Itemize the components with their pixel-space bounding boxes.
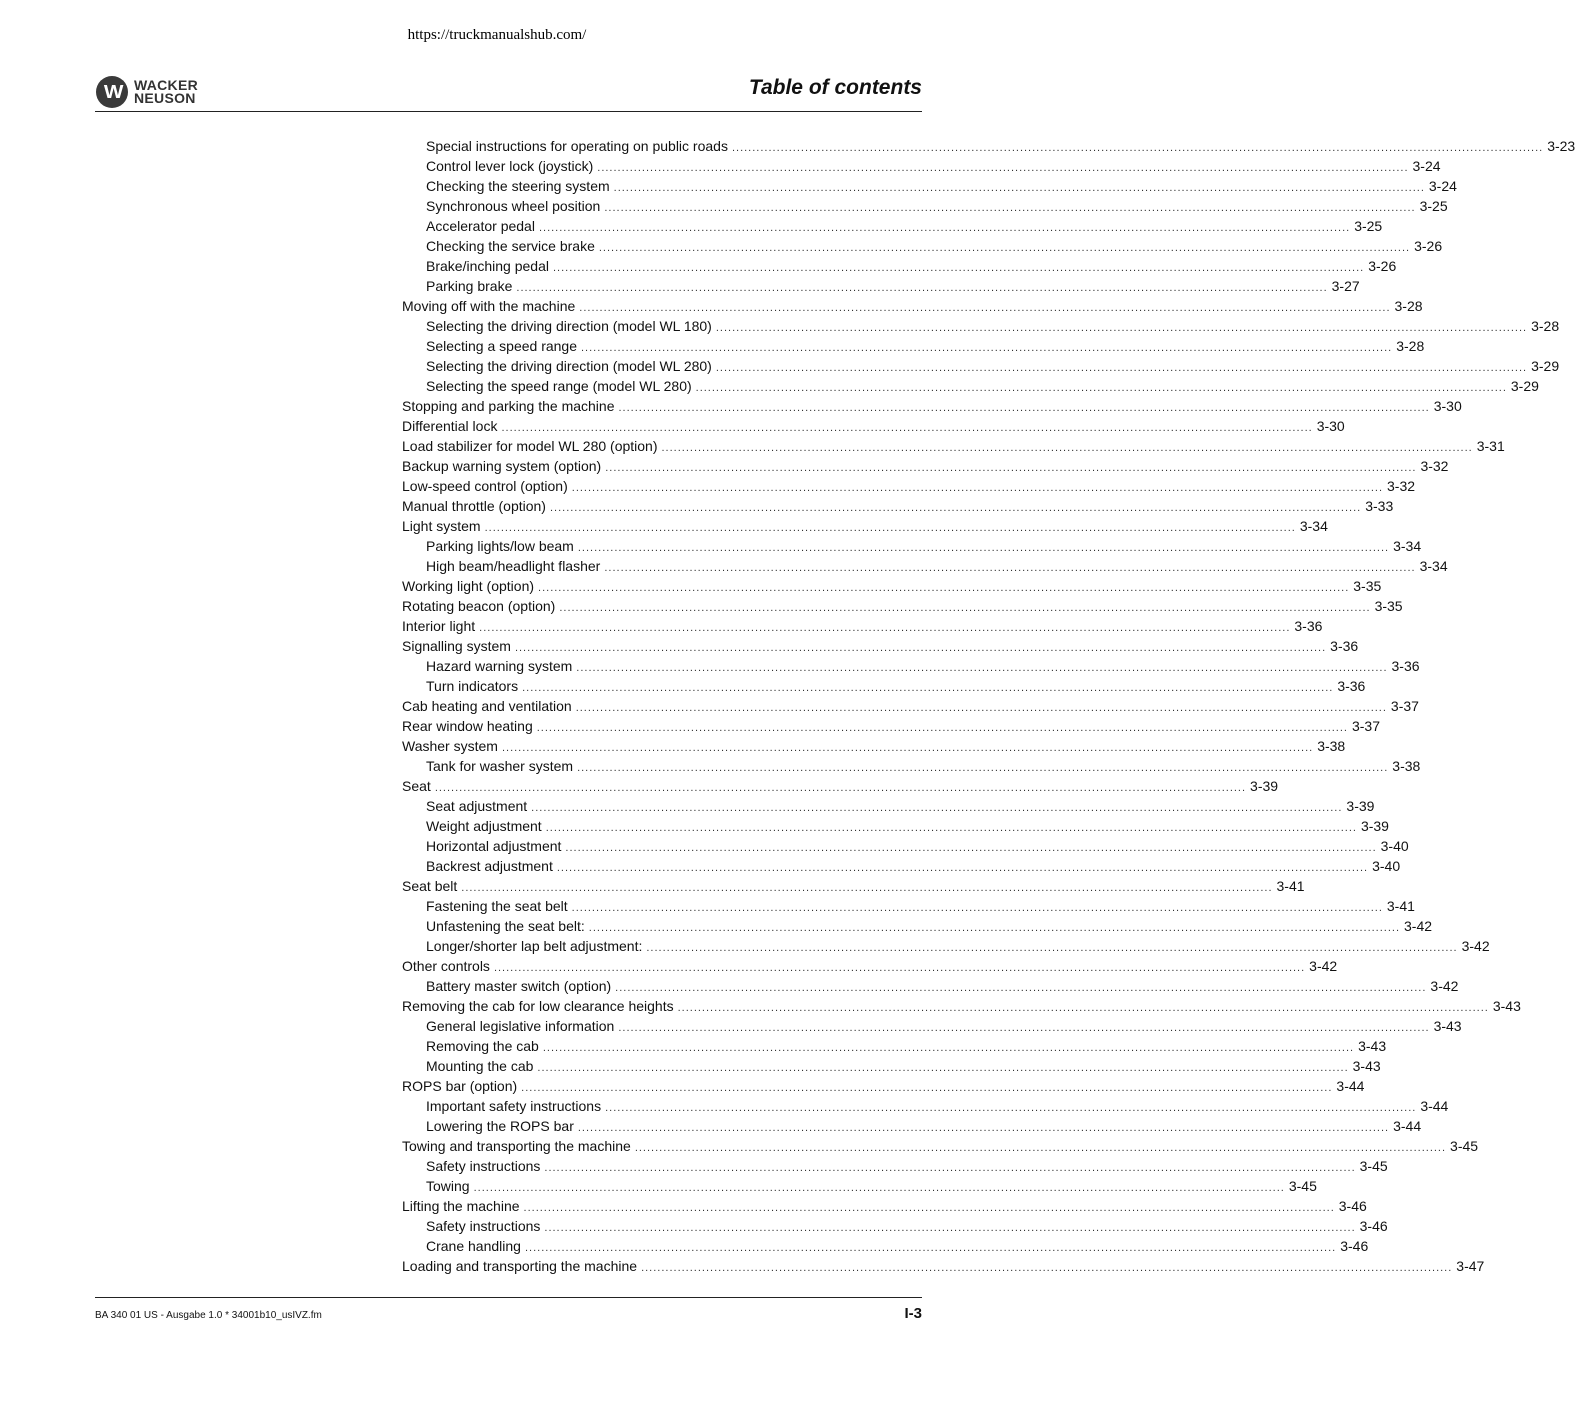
toc-entry-page: 3-45 bbox=[1359, 1158, 1388, 1174]
toc-entry-title: Removing the cab for low clearance heights bbox=[402, 998, 674, 1014]
toc-dot-leader: ........................................................................................................................................................................................................ bbox=[537, 1062, 1349, 1074]
toc-entry-title: Unfastening the seat belt: bbox=[426, 918, 585, 934]
toc-entry-page: 3-42 bbox=[1430, 978, 1459, 994]
toc-dot-leader: ........................................................................................................................................................................................................ bbox=[618, 1022, 1430, 1034]
toc-entry-title: Backrest adjustment bbox=[426, 858, 553, 874]
toc-entry-page: 3-46 bbox=[1359, 1218, 1388, 1234]
toc-dot-leader: ........................................................................................................................................................................................................ bbox=[618, 402, 1430, 414]
toc-dot-leader: ........................................................................................................................................................................................................ bbox=[545, 822, 1357, 834]
toc-entry-title: Towing bbox=[426, 1178, 470, 1194]
toc-entry-page: 3-27 bbox=[1331, 278, 1360, 294]
toc-entry-page: 3-44 bbox=[1393, 1118, 1422, 1134]
toc-entry[interactable] bbox=[402, 1216, 1388, 1236]
wacker-neuson-logo bbox=[96, 76, 198, 108]
toc-entry[interactable] bbox=[402, 796, 1375, 816]
toc-entry-page: 3-30 bbox=[1433, 398, 1462, 414]
toc-entry[interactable] bbox=[402, 876, 1305, 896]
toc-entry-title: Weight adjustment bbox=[426, 818, 542, 834]
toc-entry-title: Longer/shorter lap belt adjustment: bbox=[426, 938, 643, 954]
toc-dot-leader: ........................................................................................................................................................................................................ bbox=[536, 722, 1348, 734]
toc-entry[interactable] bbox=[402, 316, 1560, 336]
toc-entry[interactable] bbox=[402, 396, 1462, 416]
toc-entry-title: Battery master switch (option) bbox=[426, 978, 612, 994]
toc-entry[interactable] bbox=[402, 1196, 1367, 1216]
toc-dot-leader: ........................................................................................................................................................................................................ bbox=[531, 802, 1343, 814]
toc-dot-leader: ........................................................................................................................................................................................................ bbox=[522, 682, 1334, 694]
toc-dot-leader: ........................................................................................................................................................................................................ bbox=[501, 742, 1314, 754]
toc-entry-title: Signalling system bbox=[402, 638, 511, 654]
toc-dot-leader: ........................................................................................................................................................................................................ bbox=[484, 522, 1296, 534]
toc-entry[interactable] bbox=[402, 376, 1539, 396]
toc-dot-leader: ........................................................................................................................................................................................................ bbox=[559, 602, 1371, 614]
toc-entry-page: 3-40 bbox=[1380, 838, 1409, 854]
toc-entry[interactable] bbox=[402, 256, 1397, 276]
toc-entry-page: 3-28 bbox=[1394, 298, 1423, 314]
toc-dot-leader: ........................................................................................................................................................................................................ bbox=[605, 462, 1417, 474]
toc-entry-page: 3-25 bbox=[1354, 218, 1383, 234]
toc-dot-leader: ........................................................................................................................................................................................................ bbox=[576, 662, 1388, 674]
toc-entry-page: 3-46 bbox=[1338, 1198, 1367, 1214]
toc-entry[interactable] bbox=[402, 536, 1422, 556]
toc-entry-title: Towing and transporting the machine bbox=[402, 1138, 631, 1154]
footer-divider bbox=[95, 1297, 922, 1298]
toc-dot-leader: ........................................................................................................................................................................................................ bbox=[581, 342, 1393, 354]
toc-entry[interactable] bbox=[402, 236, 1443, 256]
toc-dot-leader: ........................................................................................................................................................................................................ bbox=[715, 362, 1528, 374]
toc-entry[interactable] bbox=[402, 636, 1359, 656]
toc-entry-page: 3-29 bbox=[1531, 358, 1560, 374]
toc-entry[interactable] bbox=[402, 756, 1421, 776]
toc-entry-title: Crane handling bbox=[426, 1238, 521, 1254]
toc-entry-page: 3-45 bbox=[1288, 1178, 1317, 1194]
toc-entry-title: Backup warning system (option) bbox=[402, 458, 602, 474]
toc-dot-leader: ........................................................................................................................................................................................................ bbox=[605, 1102, 1417, 1114]
toc-entry-title: High beam/headlight flasher bbox=[426, 558, 601, 574]
toc-entry[interactable] bbox=[402, 476, 1416, 496]
toc-entry[interactable] bbox=[402, 736, 1346, 756]
toc-entry-page: 3-32 bbox=[1420, 458, 1449, 474]
toc-entry-page: 3-41 bbox=[1386, 898, 1415, 914]
toc-entry-page: 3-43 bbox=[1433, 1018, 1462, 1034]
toc-entry-page: 3-26 bbox=[1414, 238, 1443, 254]
toc-entry-page: 3-36 bbox=[1391, 658, 1420, 674]
toc-entry[interactable] bbox=[402, 556, 1448, 576]
toc-entry-title: Important safety instructions bbox=[426, 1098, 602, 1114]
toc-entry-title: Accelerator pedal bbox=[426, 218, 535, 234]
toc-entry-page: 3-39 bbox=[1346, 798, 1375, 814]
toc-entry-title: Rotating beacon (option) bbox=[402, 598, 556, 614]
toc-dot-leader: ........................................................................................................................................................................................................ bbox=[677, 1002, 1489, 1014]
footer-page-number: I-3 bbox=[904, 1305, 922, 1322]
toc-entry[interactable] bbox=[402, 1016, 1462, 1036]
toc-dot-leader: ........................................................................................................................................................................................................ bbox=[501, 422, 1313, 434]
toc-entry-page: 3-34 bbox=[1393, 538, 1422, 554]
toc-entry[interactable] bbox=[402, 1096, 1449, 1116]
toc-dot-leader: ........................................................................................................................................................................................................ bbox=[597, 162, 1409, 174]
toc-entry-page: 3-36 bbox=[1330, 638, 1359, 654]
toc-entry[interactable] bbox=[402, 1116, 1422, 1136]
logo-line-2: NEUSON bbox=[134, 90, 196, 106]
toc-entry-page: 3-24 bbox=[1428, 178, 1457, 194]
toc-dot-leader: ........................................................................................................................................................................................................ bbox=[577, 1122, 1390, 1134]
toc-entry[interactable] bbox=[402, 296, 1423, 316]
toc-entry[interactable] bbox=[402, 676, 1366, 696]
toc-entry-page: 3-25 bbox=[1419, 198, 1448, 214]
toc-entry-page: 3-32 bbox=[1387, 478, 1416, 494]
toc-entry-title: Mounting the cab bbox=[426, 1058, 534, 1074]
toc-entry[interactable] bbox=[402, 656, 1420, 676]
toc-dot-leader: ........................................................................................................................................................................................................ bbox=[634, 1142, 1447, 1154]
toc-entry[interactable] bbox=[402, 1136, 1479, 1156]
toc-entry-page: 3-42 bbox=[1309, 958, 1338, 974]
toc-entry-page: 3-44 bbox=[1336, 1078, 1365, 1094]
toc-dot-leader: ........................................................................................................................................................................................................ bbox=[544, 1222, 1356, 1234]
page-title: Table of contents bbox=[748, 76, 922, 99]
footer-document-id: BA 340 01 US - Ausgabe 1.0 * 34001b10_usIVZ.fm bbox=[95, 1310, 322, 1321]
toc-entry-title: Fastening the seat belt bbox=[426, 898, 568, 914]
toc-entry[interactable] bbox=[402, 496, 1394, 516]
toc-entry[interactable] bbox=[402, 176, 1457, 196]
toc-entry[interactable] bbox=[402, 136, 1575, 156]
toc-entry-page: 3-46 bbox=[1340, 1238, 1369, 1254]
toc-entry-page: 3-38 bbox=[1317, 738, 1346, 754]
toc-entry-page: 3-43 bbox=[1358, 1038, 1387, 1054]
toc-entry-title: Washer system bbox=[402, 738, 498, 754]
toc-entry-page: 3-28 bbox=[1531, 318, 1560, 334]
toc-entry-title: Tank for washer system bbox=[426, 758, 574, 774]
toc-entry-title: Special instructions for operating on public roads bbox=[426, 138, 728, 154]
toc-entry-title: Checking the steering system bbox=[426, 178, 610, 194]
toc-dot-leader: ........................................................................................................................................................................................................ bbox=[523, 1202, 1335, 1214]
toc-entry-title: Cab heating and ventilation bbox=[402, 698, 572, 714]
toc-entry-title: Checking the service brake bbox=[426, 238, 595, 254]
toc-entry-title: Parking lights/low beam bbox=[426, 538, 574, 554]
toc-entry[interactable] bbox=[402, 1056, 1381, 1076]
toc-entry[interactable] bbox=[402, 716, 1381, 736]
toc-dot-leader: ........................................................................................................................................................................................................ bbox=[542, 1042, 1355, 1054]
logo-mark-letter: W bbox=[103, 81, 121, 102]
toc-entry[interactable] bbox=[402, 956, 1338, 976]
toc-dot-leader: ........................................................................................................................................................................................................ bbox=[579, 302, 1391, 314]
toc-entry-page: 3-40 bbox=[1372, 858, 1401, 874]
toc-entry[interactable] bbox=[402, 1236, 1369, 1256]
toc-dot-leader: ........................................................................................................................................................................................................ bbox=[571, 482, 1383, 494]
toc-entry-title: Removing the cab bbox=[426, 1038, 539, 1054]
toc-entry[interactable] bbox=[402, 916, 1433, 936]
toc-entry-title: Low-speed control (option) bbox=[402, 478, 568, 494]
logo-mark-icon bbox=[96, 76, 128, 108]
toc-entry[interactable] bbox=[402, 336, 1425, 356]
toc-dot-leader: ........................................................................................................................................................................................................ bbox=[613, 182, 1425, 194]
toc-entry-title: Loading and transporting the machine bbox=[402, 1258, 638, 1274]
toc-entry-title: Safety instructions bbox=[426, 1218, 541, 1234]
toc-dot-leader: ........................................................................................................................................................................................................ bbox=[571, 902, 1383, 914]
toc-dot-leader: ........................................................................................................................................................................................................ bbox=[556, 862, 1369, 874]
toc-dot-leader: ........................................................................................................................................................................................................ bbox=[731, 142, 1544, 154]
logo-wordmark bbox=[134, 79, 198, 105]
table-of-contents bbox=[402, 136, 1575, 1276]
toc-entry-title: Lifting the machine bbox=[402, 1198, 520, 1214]
toc-entry-title: Selecting the speed range (model WL 280) bbox=[426, 378, 692, 394]
toc-entry-title: Horizontal adjustment bbox=[426, 838, 562, 854]
toc-entry-title: Seat belt bbox=[402, 878, 458, 894]
source-url[interactable]: https://truckmanualshub.com/ bbox=[407, 27, 587, 43]
toc-entry-page: 3-39 bbox=[1360, 818, 1389, 834]
toc-entry-page: 3-39 bbox=[1250, 778, 1279, 794]
toc-entry-title: Moving off with the machine bbox=[402, 298, 576, 314]
toc-dot-leader: ........................................................................................................................................................................................................ bbox=[473, 1182, 1285, 1194]
toc-entry-page: 3-28 bbox=[1396, 338, 1425, 354]
toc-entry-page: 3-36 bbox=[1337, 678, 1366, 694]
toc-entry-title: Synchronous wheel position bbox=[426, 198, 601, 214]
toc-entry-title: Load stabilizer for model WL 280 (option) bbox=[402, 438, 658, 454]
toc-dot-leader: ........................................................................................................................................................................................................ bbox=[715, 322, 1528, 334]
toc-entry-title: Parking brake bbox=[426, 278, 513, 294]
toc-entry[interactable] bbox=[402, 196, 1448, 216]
toc-entry-page: 3-30 bbox=[1316, 418, 1345, 434]
toc-entry-page: 3-24 bbox=[1412, 158, 1441, 174]
toc-dot-leader: ........................................................................................................................................................................................................ bbox=[598, 242, 1411, 254]
toc-entry-title: General legislative information bbox=[426, 1018, 615, 1034]
toc-entry-page: 3-43 bbox=[1492, 998, 1521, 1014]
toc-entry-page: 3-34 bbox=[1299, 518, 1328, 534]
toc-entry[interactable] bbox=[402, 1156, 1388, 1176]
toc-dot-leader: ........................................................................................................................................................................................................ bbox=[521, 1082, 1333, 1094]
toc-entry-title: Lowering the ROPS bar bbox=[426, 1118, 574, 1134]
toc-entry-page: 3-42 bbox=[1404, 918, 1433, 934]
toc-entry[interactable] bbox=[402, 516, 1328, 536]
toc-entry[interactable] bbox=[402, 996, 1521, 1016]
toc-entry[interactable] bbox=[402, 1076, 1365, 1096]
toc-entry-title: Hazard warning system bbox=[426, 658, 573, 674]
toc-dot-leader: ........................................................................................................................................................................................................ bbox=[434, 782, 1247, 794]
toc-entry-title: Rear window heating bbox=[402, 718, 533, 734]
toc-entry-title: Stopping and parking the machine bbox=[402, 398, 615, 414]
toc-entry[interactable] bbox=[402, 216, 1383, 236]
toc-entry-page: 3-35 bbox=[1374, 598, 1403, 614]
toc-entry-page: 3-31 bbox=[1476, 438, 1505, 454]
toc-dot-leader: ........................................................................................................................................................................................................ bbox=[538, 582, 1350, 594]
toc-dot-leader: ........................................................................................................................................................................................................ bbox=[524, 1242, 1337, 1254]
toc-dot-leader: ........................................................................................................................................................................................................ bbox=[604, 562, 1416, 574]
toc-entry-page: 3-43 bbox=[1352, 1058, 1381, 1074]
toc-entry-title: Light system bbox=[402, 518, 481, 534]
toc-entry-title: ROPS bar (option) bbox=[402, 1078, 518, 1094]
toc-entry-page: 3-47 bbox=[1456, 1258, 1485, 1274]
toc-dot-leader: ........................................................................................................................................................................................................ bbox=[577, 542, 1390, 554]
toc-entry-page: 3-36 bbox=[1294, 618, 1323, 634]
toc-entry[interactable] bbox=[402, 936, 1490, 956]
toc-entry[interactable] bbox=[402, 416, 1345, 436]
toc-entry-title: Manual throttle (option) bbox=[402, 498, 546, 514]
toc-entry-page: 3-26 bbox=[1368, 258, 1397, 274]
toc-entry-title: Interior light bbox=[402, 618, 476, 634]
toc-dot-leader: ........................................................................................................................................................................................................ bbox=[661, 442, 1473, 454]
toc-dot-leader: ........................................................................................................................................................................................................ bbox=[646, 942, 1458, 954]
toc-dot-leader: ........................................................................................................................................................................................................ bbox=[552, 262, 1365, 274]
toc-dot-leader: ........................................................................................................................................................................................................ bbox=[604, 202, 1416, 214]
toc-entry-title: Control lever lock (joystick) bbox=[426, 158, 594, 174]
toc-entry-page: 3-29 bbox=[1510, 378, 1539, 394]
toc-entry-page: 3-42 bbox=[1461, 938, 1490, 954]
toc-entry-page: 3-44 bbox=[1420, 1098, 1449, 1114]
toc-entry[interactable] bbox=[402, 856, 1401, 876]
toc-entry-page: 3-35 bbox=[1353, 578, 1382, 594]
toc-dot-leader: ........................................................................................................................................................................................................ bbox=[544, 1162, 1356, 1174]
toc-dot-leader: ........................................................................................................................................................................................................ bbox=[514, 642, 1327, 654]
toc-entry-title: Turn indicators bbox=[426, 678, 519, 694]
toc-entry-page: 3-37 bbox=[1351, 718, 1381, 734]
toc-entry[interactable] bbox=[402, 616, 1323, 636]
toc-entry-title: Seat adjustment bbox=[426, 798, 528, 814]
toc-entry[interactable] bbox=[402, 836, 1409, 856]
toc-dot-leader: ........................................................................................................................................................................................................ bbox=[615, 982, 1427, 994]
logo-line-1: WACKER bbox=[134, 77, 199, 93]
toc-dot-leader: ........................................................................................................................................................................................................ bbox=[588, 922, 1401, 934]
toc-entry[interactable] bbox=[402, 816, 1389, 836]
toc-entry[interactable] bbox=[402, 776, 1279, 796]
toc-entry[interactable] bbox=[402, 436, 1505, 456]
toc-dot-leader: ........................................................................................................................................................................................................ bbox=[577, 762, 1389, 774]
toc-dot-leader: ........................................................................................................................................................................................................ bbox=[479, 622, 1291, 634]
header-divider bbox=[95, 111, 922, 112]
toc-entry-title: Safety instructions bbox=[426, 1158, 541, 1174]
toc-entry-title: Other controls bbox=[402, 958, 490, 974]
toc-entry[interactable] bbox=[402, 896, 1415, 916]
toc-entry[interactable] bbox=[402, 156, 1441, 176]
toc-entry-title: Seat bbox=[402, 778, 431, 794]
toc-entry[interactable] bbox=[402, 456, 1449, 476]
toc-entry[interactable] bbox=[402, 976, 1459, 996]
toc-dot-leader: ........................................................................................................................................................................................................ bbox=[461, 882, 1273, 894]
toc-entry-page: 3-38 bbox=[1392, 758, 1421, 774]
toc-entry[interactable] bbox=[402, 1036, 1387, 1056]
toc-dot-leader: ........................................................................................................................................................................................................ bbox=[575, 702, 1387, 714]
toc-entry-page: 3-23 bbox=[1547, 138, 1575, 154]
toc-entry[interactable] bbox=[402, 596, 1403, 616]
toc-entry-title: Selecting a speed range bbox=[426, 338, 577, 354]
toc-entry-title: Selecting the driving direction (model WL 280) bbox=[426, 358, 712, 374]
toc-entry-page: 3-37 bbox=[1390, 698, 1419, 714]
toc-entry-page: 3-45 bbox=[1450, 1138, 1479, 1154]
toc-entry-page: 3-41 bbox=[1276, 878, 1305, 894]
toc-dot-leader: ........................................................................................................................................................................................................ bbox=[538, 222, 1351, 234]
toc-dot-leader: ........................................................................................................................................................................................................ bbox=[516, 282, 1328, 294]
toc-entry[interactable] bbox=[402, 276, 1360, 296]
toc-dot-leader: ........................................................................................................................................................................................................ bbox=[549, 502, 1362, 514]
toc-entry-title: Working light (option) bbox=[402, 578, 535, 594]
toc-entry[interactable] bbox=[402, 356, 1560, 376]
toc-entry[interactable] bbox=[402, 576, 1382, 596]
toc-entry[interactable] bbox=[402, 1256, 1485, 1276]
toc-dot-leader: ........................................................................................................................................................................................................ bbox=[565, 842, 1377, 854]
toc-entry[interactable] bbox=[402, 696, 1419, 716]
toc-entry-title: Differential lock bbox=[402, 418, 498, 434]
toc-entry[interactable] bbox=[402, 1176, 1317, 1196]
toc-dot-leader: ........................................................................................................................................................................................................ bbox=[641, 1262, 1453, 1274]
toc-dot-leader: ........................................................................................................................................................................................................ bbox=[695, 382, 1507, 394]
toc-entry-title: Selecting the driving direction (model WL 180) bbox=[426, 318, 712, 334]
toc-entry-title: Brake/inching pedal bbox=[426, 258, 549, 274]
toc-entry-page: 3-33 bbox=[1365, 498, 1394, 514]
toc-entry-page: 3-34 bbox=[1419, 558, 1448, 574]
toc-dot-leader: ........................................................................................................................................................................................................ bbox=[493, 962, 1306, 974]
